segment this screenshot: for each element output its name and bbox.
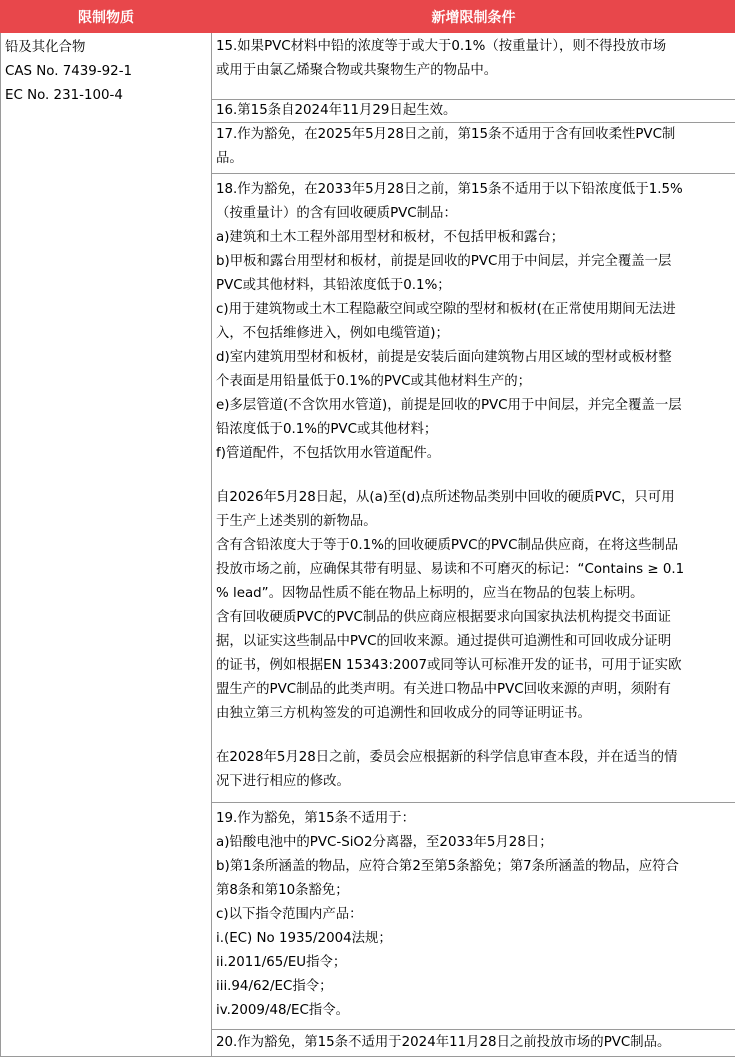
- condition-20: [212, 1030, 735, 1057]
- text-line: iv.2009/48/EC指令。: [216, 999, 731, 1023]
- condition-18: [212, 174, 735, 803]
- text-line: 16.第15条自2024年11月29日起生效。: [216, 100, 731, 122]
- paragraph-gap: [216, 466, 731, 486]
- text-line: 17.作为豁免，在2025年5月28日之前，第15条不适用于含有回收柔性PVC制: [216, 123, 731, 147]
- text-line: 于生产上述类别的新物品。: [216, 510, 731, 534]
- text-line: （按重量计）的含有回收硬质PVC制品：: [216, 202, 731, 226]
- paragraph-gap: [216, 726, 731, 746]
- header-substance: 限制物质: [1, 1, 212, 33]
- header-conditions: 新增限制条件: [212, 1, 735, 33]
- text-line: 品。: [216, 147, 731, 171]
- text-line: 或用于由氯乙烯聚合物或共聚物生产的物品中。: [216, 59, 731, 83]
- text-line: e)多层管道(不含饮用水管道)，前提是回收的PVC用于中间层，并完全覆盖一层: [216, 394, 731, 418]
- condition-19: [212, 803, 735, 1030]
- text-line: b)甲板和露台用型材和板材，前提是回收的PVC用于中间层，并完全覆盖一层: [216, 250, 731, 274]
- text-line: b)第1条所涵盖的物品，应符合第2至第5条豁免；第7条所涵盖的物品，应符合: [216, 855, 731, 879]
- text-line: % lead”。因物品性质不能在物品上标明的，应当在物品的包装上标明。: [216, 582, 731, 606]
- text-line: 20.作为豁免，第15条不适用于2024年11月28日之前投放市场的PVC制品。: [216, 1030, 731, 1056]
- text-line: 铅浓度低于0.1%的PVC或其他材料；: [216, 418, 731, 442]
- text-line: 况下进行相应的修改。: [216, 770, 731, 794]
- text-line: 含有回收硬质PVC的PVC制品的供应商应根据要求向国家执法机构提交书面证: [216, 606, 731, 630]
- text-line: 由独立第三方机构签发的可追溯性和回收成分的同等证明证书。: [216, 702, 731, 726]
- text-line: 在2028年5月28日之前，委员会应根据新的科学信息审查本段，并在适当的情: [216, 746, 731, 770]
- substance-cell: [1, 33, 212, 1057]
- substance-ec: EC No. 231-100-4: [5, 84, 207, 108]
- header-row: [1, 1, 735, 33]
- text-line: a)建筑和土木工程外部用型材和板材，不包括甲板和露台；: [216, 226, 731, 250]
- text-line: ii.2011/65/EU指令；: [216, 951, 731, 975]
- text-line: d)室内建筑用型材和板材，前提是安装后面向建筑物占用区域的型材或板材整: [216, 346, 731, 370]
- text-line: PVC或其他材料，其铅浓度低于0.1%；: [216, 274, 731, 298]
- text-line: 自2026年5月28日起，从(a)至(d)点所述物品类别中回收的硬质PVC，只可用: [216, 486, 731, 510]
- condition-16: [212, 100, 735, 123]
- text-line: iii.94/62/EC指令；: [216, 975, 731, 999]
- text-line: c)以下指令范围内产品：: [216, 903, 731, 927]
- text-line: f)管道配件，不包括饮用水管道配件。: [216, 442, 731, 466]
- text-line: 的证书，例如根据EN 15343:2007或同等认可标准开发的证书，可用于证实欧: [216, 654, 731, 678]
- substance-cas: CAS No. 7439-92-1: [5, 60, 207, 84]
- text-line: c)用于建筑物或土木工程隐蔽空间或空隙的型材和板材(在正常使用期间无法进: [216, 298, 731, 322]
- text-line: 18.作为豁免，在2033年5月28日之前，第15条不适用于以下铅浓度低于1.5%: [216, 178, 731, 202]
- text-line: 据，以证实这些制品中PVC的回收来源。通过提供可追溯性和可回收成分证明: [216, 630, 731, 654]
- text-line: a)铅酸电池中的PVC-SiO2分离器，至2033年5月28日；: [216, 831, 731, 855]
- substance-name: 铅及其化合物: [5, 36, 207, 60]
- text-line: 15.如果PVC材料中铅的浓度等于或大于0.1%（按重量计），则不得投放市场: [216, 35, 731, 59]
- text-line: 19.作为豁免，第15条不适用于：: [216, 807, 731, 831]
- text-line: 个表面是用铅量低于0.1%的PVC或其他材料生产的；: [216, 370, 731, 394]
- condition-15: [212, 33, 735, 100]
- text-line: i.(EC) No 1935/2004法规；: [216, 927, 731, 951]
- row-15: [1, 33, 735, 100]
- text-line: 投放市场之前，应确保其带有明显、易读和不可磨灭的标记：“Contains ≥ 0.1: [216, 558, 731, 582]
- text-line: 入，不包括维修进入，例如电缆管道)；: [216, 322, 731, 346]
- condition-17: [212, 123, 735, 174]
- text-line: 含有含铅浓度大于等于0.1%的回收硬质PVC的PVC制品供应商，在将这些制品: [216, 534, 731, 558]
- text-line: 盟生产的PVC制品的此类声明。有关进口物品中PVC回收来源的声明，须附有: [216, 678, 731, 702]
- text-line: 第8条和第10条豁免；: [216, 879, 731, 903]
